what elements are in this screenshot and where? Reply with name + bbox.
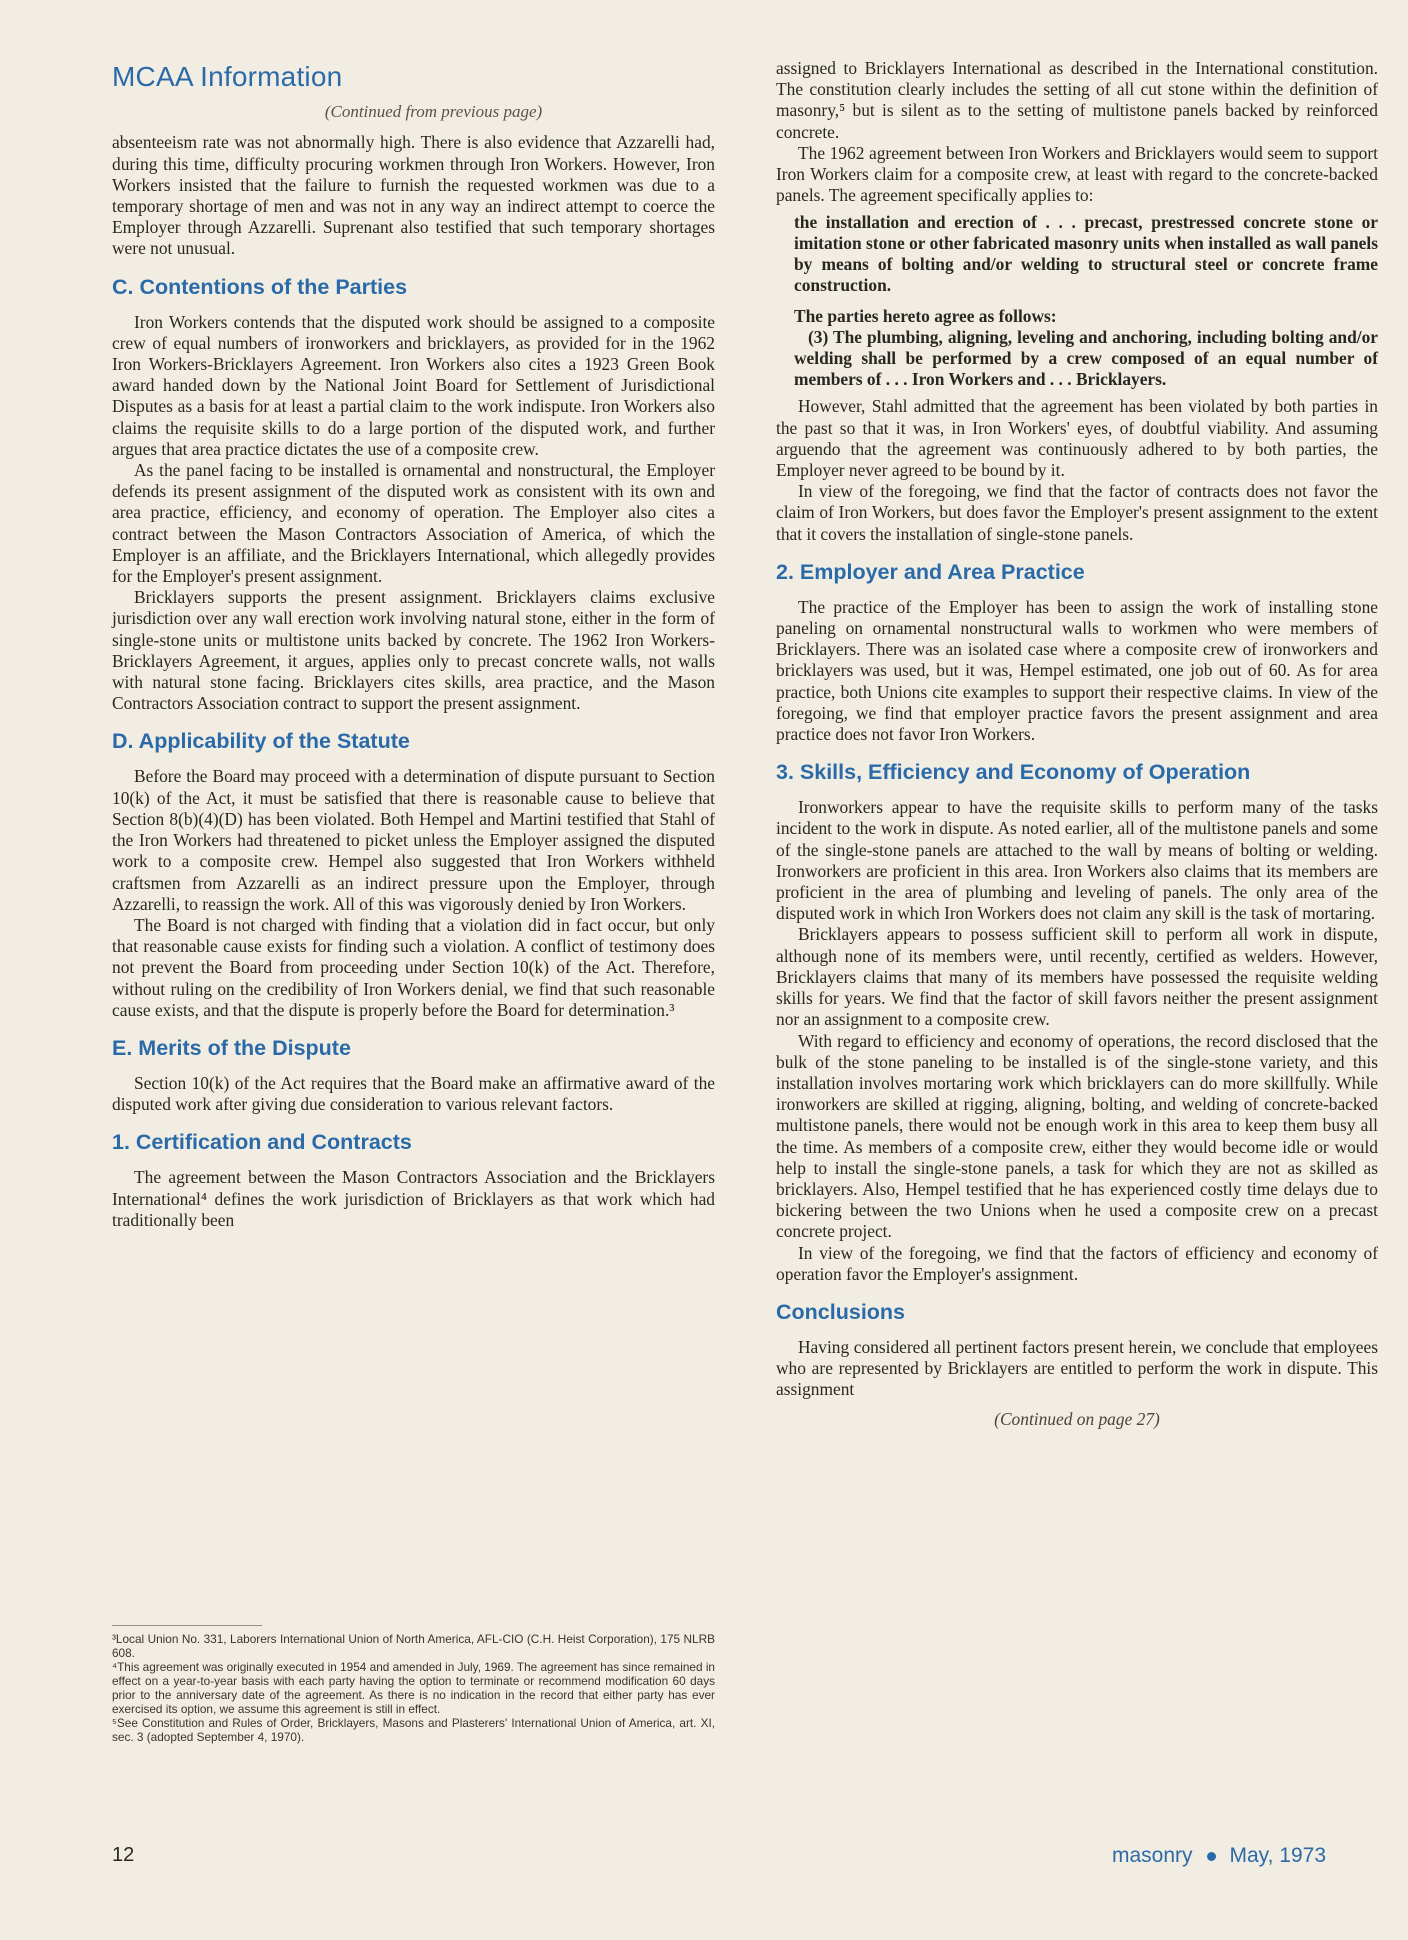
- continued-from-note: (Continued from previous page): [324, 102, 543, 122]
- magazine-name: masonry: [1111, 1844, 1193, 1867]
- paragraph: Section 10(k) of the Act requires that the Board make an affirmative award of the disputed work after giving due consideration to various relevant factors.: [112, 1072, 715, 1115]
- paragraph: With regard to efficiency and economy of operations, the record disclosed that the bulk of the stone paneling to be installed is of the single-stone variety, and this installation involves mortaring work which bricklayers can do more skillfully. While ironworkers are skilled at rigging, aligning, bolting, and welding of concrete-backed multistone panels, there would not be enough work in this area to keep them busy all the time. As members of a composite crew, either they would become idle or would help to install the single-stone panels, a task for which they are not as skilled as bricklayers. Also, Hempel testified that he has experienced costly time delays due to bickering between the two Unions when he used a composite crew on a precast concrete project.: [776, 1030, 1378, 1242]
- paragraph: As the panel facing to be installed is ornamental and nonstructural, the Employer defends its present assignment of the disputed work as consistent with its own and area practice, efficiency, and economy of operation. The Employer also cites a contract between the Mason Contractors Association of America, of which the Employer is an affiliate, and the Bricklayers International, which allegedly provides for the Employer's present assignment.: [112, 460, 715, 587]
- footnote-5: ⁵See Constitution and Rules of Order, Bricklayers, Masons and Plasterers' International Union of America, art. XI, sec. 3 (adopted September 4, 1970).: [112, 1716, 715, 1744]
- paragraph: Bricklayers appears to possess sufficient skill to perform all work in dispute, although none of its members were, until recently, certified as welders. However, Bricklayers claims that many of its members have possessed the requisite welding skills for years. We find that the factor of skill favors neither the present assignment nor an assignment to a composite crew.: [776, 924, 1378, 1030]
- quote-text: The parties hereto agree as follows:: [794, 306, 1057, 327]
- footnote-rule: [112, 1625, 262, 1626]
- section-heading-d: D. Applicability of the Statute: [112, 729, 410, 754]
- paragraph: Iron Workers contends that the disputed work should be assigned to a composite crew of equal numbers of ironworkers and bricklayers, as provided for in the 1962 Iron Workers-Bricklayers Agreement. Iron Workers also cites a 1923 Green Book award handed down by the National Joint Board for Settlement of Jurisdictional Disputes as a basis for at least a partial claim to the work indispute. Iron Workers also claims the requisite skills to do a large portion of the disputed work, and further argues that area practice dictates the use of a composite crew.: [112, 311, 715, 459]
- paragraph: The Board is not charged with finding that a violation did in fact occur, but only that reasonable cause exists for finding such a violation. A conflict of testimony does not prevent the Board from proceeding under Section 10(k) of the Act. Therefore, without ruling on the credibility of Iron Workers denial, we find that such reasonable cause exists, and that the dispute is properly before the Board for determination.³: [112, 914, 715, 1020]
- footnotes: [112, 1625, 715, 1744]
- section-heading-c: C. Contentions of the Parties: [112, 274, 408, 299]
- section-heading-e: E. Merits of the Dispute: [112, 1035, 351, 1060]
- paragraph: absenteeism rate was not abnormally high. There is also evidence that Azzarelli had, during this time, difficulty procuring workmen through Iron Workers. However, Iron Workers insisted that the failure to furnish the requested workmen was due to a temporary shortage of men and was not in any way an indirect attempt to coerce the Employer through Azzarelli. Suprenant also testified that such temporary shortages were not unusual.: [112, 132, 715, 259]
- paragraph: In view of the foregoing, we find that the factors of efficiency and economy of operation favor the Employer's assignment.: [776, 1242, 1378, 1284]
- paragraph: However, Stahl admitted that the agreement has been violated by both parties in the past so that it was, in Iron Workers' eyes, of doubtful viability. And assuming arguendo that the agreement was continuously adhered to by both parties, the Employer never agreed to be bound by it.: [776, 396, 1378, 481]
- paragraph: The practice of the Employer has been to assign the work of installing stone paneling on ornamental nonstructural walls to workmen who were members of Bricklayers. There was an isolated case where a composite crew of ironworkers and bricklayers was used, but it was, Hempel estimated, one job out of 60. As for area practice, both Unions cite examples to support their respective claims. In view of the foregoing, we find that employer practice favors the present assignment and area practice does not favor Iron Workers.: [776, 596, 1378, 745]
- paragraph: assigned to Bricklayers International as described in the International constitution. The constitution clearly includes the setting of all cut stone within the definition of masonry,⁵ but is silent as to the setting of multistone panels backed by reinforced concrete.: [776, 58, 1378, 142]
- section-heading-1: 1. Certification and Contracts: [112, 1130, 412, 1155]
- masthead-title: MCAA Information: [112, 61, 343, 92]
- footnote-4: ⁴This agreement was originally executed in 1954 and amended in July, 1969. The agreement has since remained in effect on a year-to-year basis with each party having the option to terminate or recommend modification 60 days prior to the anniversary date of the agreement. As there is no indication in the record that either party has ever exercised its option, we assume this agreement is still in effect.: [112, 1660, 715, 1716]
- paragraph: The agreement between the Mason Contractors Association and the Bricklayers International⁴ defines the work jurisdiction of Bricklayers as that work which had traditionally been: [112, 1167, 715, 1230]
- paragraph: In view of the foregoing, we find that the factor of contracts does not favor the claim of Iron Workers, but does favor the Employer's present assignment to the extent that it covers the installation of single-stone panels.: [776, 481, 1378, 544]
- agreement-quote: [794, 212, 1378, 390]
- right-column: [776, 58, 1378, 1430]
- quote-text: (3) The plumbing, aligning, leveling and anchoring, including bolting and/or welding shall be performed by a crew composed of an equal number of members of . . . Iron Workers and . . . Bricklayers.: [794, 327, 1378, 390]
- paragraph: Having considered all pertinent factors present herein, we conclude that employees who are represented by Bricklayers are entitled to perform the work in dispute. This assignment: [776, 1336, 1378, 1400]
- paragraph: Ironworkers appear to have the requisite skills to perform many of the tasks incident to the work in dispute. As noted earlier, all of the multistone panels and some of the single-stone panels are attached to the wall by means of bolting or welding. Ironworkers are proficient in this area. Iron Workers also claims that its members are proficient in the area of plumbing and leveling of panels. The only area of the disputed work in which Iron Workers does not claim any skill is the task of mortaring.: [776, 797, 1378, 924]
- footnote-3: ³Local Union No. 331, Laborers International Union of North America, AFL-CIO (C.H. Heist Corporation), 175 NLRB 608.: [112, 1632, 715, 1660]
- bullet-icon: [1207, 1852, 1216, 1861]
- page-number: 12: [112, 1844, 135, 1866]
- continued-on-note: (Continued on page 27): [994, 1408, 1160, 1429]
- footer-issue: [1112, 1844, 1326, 1868]
- section-heading-conclusions: Conclusions: [776, 1299, 906, 1324]
- left-column: [112, 60, 715, 1231]
- paragraph: Before the Board may proceed with a determination of dispute pursuant to Section 10(k) of the Act, it must be satisfied that there is reasonable cause to believe that Section 8(b)(4)(D) has been violated. Both Hempel and Martini testified that Stahl of the Iron Workers had threatened to picket unless the Employer assigned the disputed work to a composite crew. Hempel also suggested that Iron Workers withheld craftsmen from Azzarelli as an indirect pressure upon the Employer, through Azzarelli, to reassign the work. All of this was vigorously denied by Iron Workers.: [112, 766, 715, 914]
- section-heading-2: 2. Employer and Area Practice: [776, 559, 1085, 584]
- paragraph: The 1962 agreement between Iron Workers and Bricklayers would seem to support Iron Workers claim for a composite crew, at least with regard to the concrete-backed panels. The agreement specifically applies to:: [776, 142, 1378, 206]
- section-heading-3: 3. Skills, Efficiency and Economy of Operation: [776, 760, 1251, 785]
- issue-date: May, 1973: [1229, 1844, 1326, 1867]
- quote-text: the installation and erection of . . . precast, prestressed concrete stone or imitation stone or other fabricated masonry units when installed as wall panels by means of bolting and/or welding to structural steel or concrete frame construction.: [794, 212, 1378, 296]
- paragraph: Bricklayers supports the present assignment. Bricklayers claims exclusive jurisdiction over any wall erection work involving natural stone, either in the form of single-stone units or multistone units backed by concrete. The 1962 Iron Workers-Bricklayers Agreement, it argues, applies only to precast concrete walls, not walls with natural stone facing. Bricklayers cites skills, area practice, and the Mason Contractors Association contract to support the present assignment.: [112, 587, 715, 714]
